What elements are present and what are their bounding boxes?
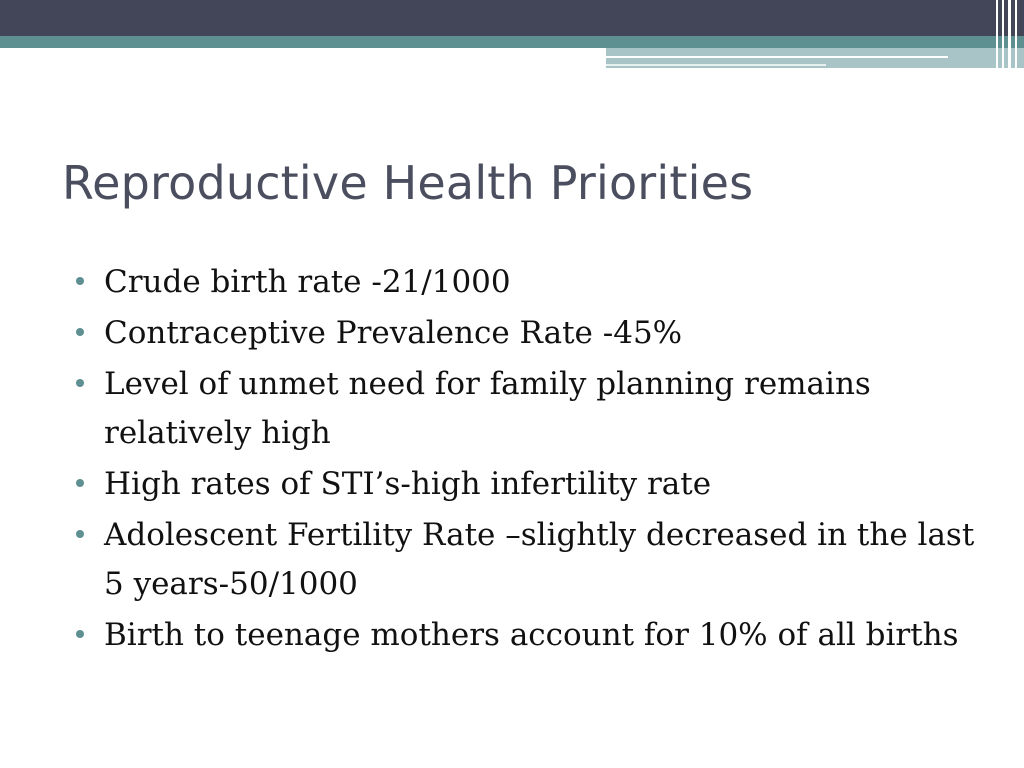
bullet-dot-icon [76,379,84,387]
bullet-dot-icon [76,630,84,638]
header-accent-line [606,56,948,58]
header-band-dark [0,0,1024,36]
header-vertical-stripes [994,0,1024,68]
bullet-item [76,460,976,509]
header-band-teal [0,36,1024,48]
bullet-item [76,258,976,307]
bullet-text: High rates of STI’s-high infertility rate [104,466,712,502]
bullet-item [76,611,976,660]
slide-title: Reproductive Health Priorities [62,156,754,210]
bullet-text: Birth to teenage mothers account for 10% of all births [104,617,959,653]
bullet-dot-icon [76,479,84,487]
bullet-item [76,309,976,358]
bullet-item [76,511,976,609]
bullet-dot-icon [76,277,84,285]
bullet-dot-icon [76,328,84,336]
bullet-list [76,258,976,662]
bullet-dot-icon [76,530,84,538]
bullet-text: Contraceptive Prevalence Rate -45% [104,315,683,351]
bullet-text: Crude birth rate -21/1000 [104,264,511,300]
bullet-item [76,360,976,458]
bullet-text: Adolescent Fertility Rate –slightly decreased in the last 5 years-50/1000 [104,517,975,602]
bullet-text: Level of unmet need for family planning remains relatively high [104,366,871,451]
header-accent-line [606,64,826,66]
